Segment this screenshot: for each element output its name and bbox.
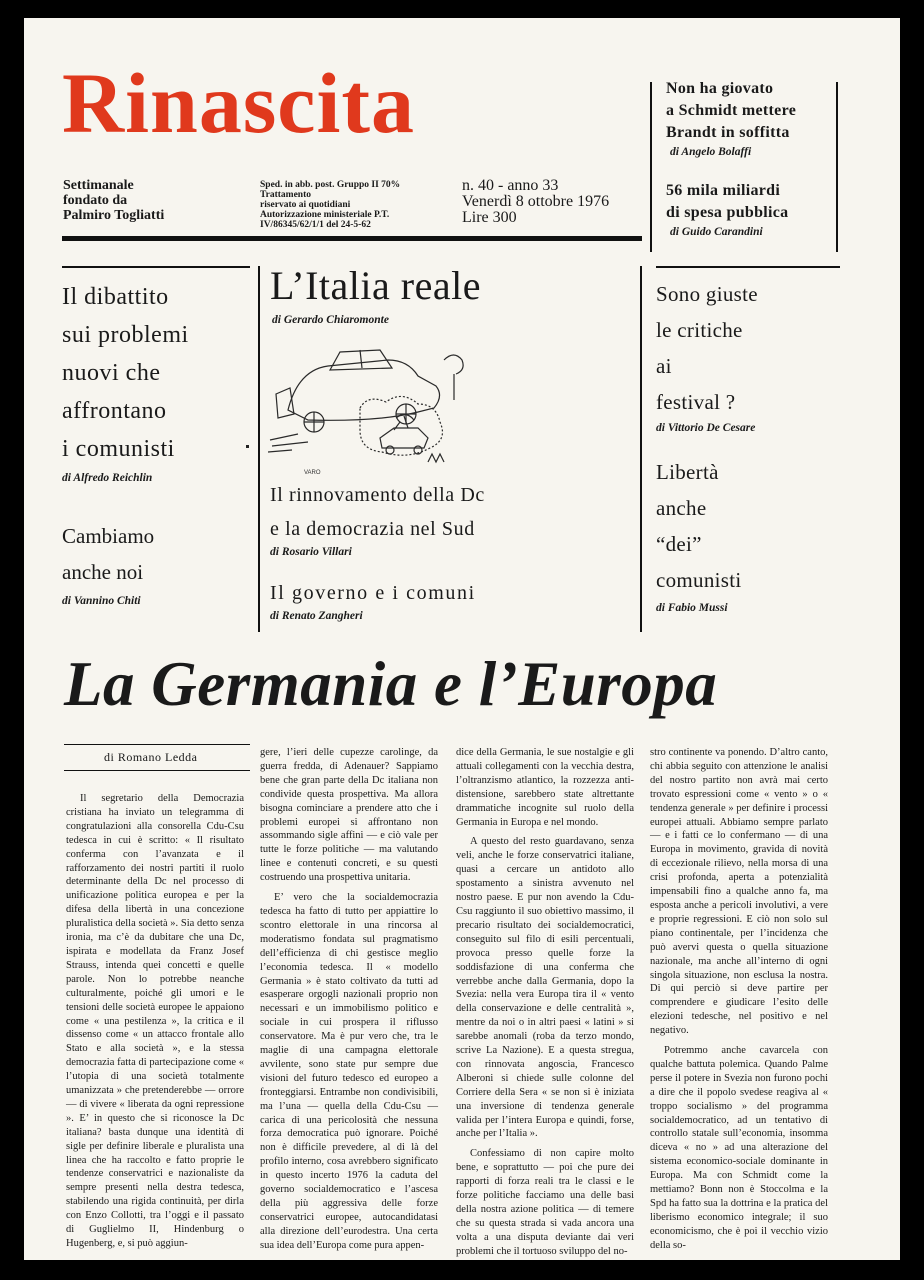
- tree: [444, 355, 463, 400]
- headline-line: nuovi che: [62, 360, 161, 386]
- article-rinnovamento[interactable]: [270, 478, 638, 558]
- article-author: di Vannino Chiti: [62, 595, 141, 607]
- right-top-rule: [656, 266, 840, 268]
- small-car: [380, 428, 428, 448]
- grass: [428, 454, 444, 462]
- article-liberta[interactable]: [656, 454, 842, 614]
- paragraph: Il segretario della Democrazia cristiana ha inviato un telegramma di congratulazioni alla consorella Cdu-Csu tedesca in cui è scritto: « Il risultato conferma con l’avanzata e il rafforzamento dei nostri partiti il ruolo determinante della Dc nel processo di unificazione politica europea e per la difesa della libertà in una concezione pluralistica della società ». Sia detto senza ironia, ma c’è da dubitare che una Dc, ispirata e modellata da Franz Josef Strauss, intenda quei concetti e quelle parole. Non lo potrebbe neanche culturalmente, poiché gli umori e le tensioni delle società europee le appaiono come « una pestilenza », la critica e il dissenso come « un attacco frontale allo Stato e alla società », e la stessa democrazia fatta di partecipazione come « l’utopia di una società totalmente umanizzata » che pretenderebbe — orrore — di vivere « liberata da ogni repressione ». E’ in questo che si riconosce la Dc italiana? basta dunque una identità di sigle per definire liberale e pluralista una linea che ha raccolto e fatto proprie le tendenze conservatrici e nazionaliste da sempre presenti nella destra tedesca, stabilendo una rigida continuità, per dirla con Enzo Collotti, tra l’oggi e il passato di Guglielmo II, Hindenburg o Hugenberg, e, si può aggiun-: [66, 793, 244, 1249]
- article-author: di Vittorio De Cesare: [656, 422, 756, 434]
- lead-column-2: [260, 746, 438, 1259]
- byline-rule-top: [64, 744, 250, 745]
- article-author: di Fabio Mussi: [656, 602, 728, 614]
- postal-info: [260, 180, 400, 230]
- left-top-rule: [62, 266, 250, 268]
- article-author: di Rosario Villari: [270, 546, 352, 558]
- headline-line: Il governo e i comuni: [270, 582, 476, 604]
- teaser-line: a Schmidt mettere: [666, 102, 797, 119]
- paragraph: stro continente va ponendo. D’altro canto, chi abbia seguito con attenzione le analisi del nostro partito non avrà mai certo trovato espressioni come « vento » o « tendenza generale » per definire i processi europei attuali. Abbiamo sempre parlato — e i fatti ce lo confermano — di una Europa in movimento, gravida di novità di eccezionale rilievo, nella morsa di una crisi profonda, aperta a potenzialità impensabili fino a qualche anno fa, ma esposta anche a pericoli involutivi, a vere e proprie regressioni. E ciò non solo sul piano continentale, per l’incidenza che può avervi questa o quella situazione nazionale, ma anche all’interno di ogni singola situazione, non esclusa la nostra. Di qui perciò si deve partire per comprendere e giudicare l’esito delle elezioni tedesche, nel positivo e nel negativo.: [650, 747, 828, 1037]
- article-festival[interactable]: [656, 276, 842, 434]
- postal-line: Trattamento: [260, 190, 312, 200]
- article-author: di Renato Zangheri: [270, 610, 363, 622]
- left-center-divider: [258, 266, 260, 632]
- lead-column-1: [66, 792, 244, 1257]
- teaser-author: di Angelo Bolaffi: [670, 146, 752, 158]
- cartoon-illustration: [268, 330, 468, 478]
- headline-line: ai: [656, 354, 672, 378]
- cartoon-signature: VARO: [304, 470, 321, 476]
- lead-byline: di Romano Ledda: [104, 750, 198, 764]
- headline-line: festival ?: [656, 390, 736, 414]
- paragraph: gere, l’ieri delle cupezze carolinge, da guerra fredda, di Adenauer? Sappiamo bene che gran parte della Dc italiana non condivide questa prospettiva. Ma allora bisogna cominciare a prendere atto che i problemi europei si affrontano non assommando sigle affini — e ciò vale per tutte le forze politiche — ma valutando linee e contenuti concreti, e su questi costruendo una prospettiva unitaria.: [260, 747, 438, 884]
- headline-line: Libertà: [656, 460, 719, 484]
- issue-date: Venerdì 8 ottobre 1976: [462, 193, 610, 210]
- paragraph: A questo del resto guardavano, senza veli, anche le forze conservatrici italiane, quasi a cercare un antidoto allo spostamento a sinistra avvenuto nel nostro paese. E pur non avendo la Cdu-Csu raggiunto il suo obiettivo massimo, il precario risultato dei socialdemocratici, conseguito sul filo di esili percentuali, provoca presso quelle forze la soddisfazione di una conferma che verrebbe anche dalla Germania, dopo la Svezia: nella vera Europa tira il « vento della conservazione e delle centralità », mentre da noi o in altri paesi « latini » si sarebbe anomali (roba da terzo mondo, scrive La Nazione). E a questa stregua, con rinnovata angoscia, Francesco Alberoni si chiede sulle colonne del Corriere della Sera « se non si è iniziata una inversione di tendenza generale valida per l’intera Europa e quindi, forse, anche per l’Italia ».: [456, 836, 634, 1140]
- main-author: di Gerardo Chiaromonte: [272, 314, 389, 326]
- article-governo[interactable]: [270, 576, 638, 622]
- teaser-line: Brandt in soffitta: [666, 124, 790, 141]
- masthead-tagline: [63, 178, 164, 223]
- headline-line: e la democrazia nel Sud: [270, 518, 475, 540]
- headline-line: Il rinnovamento della Dc: [270, 484, 485, 506]
- headline-line: le critiche: [656, 318, 743, 342]
- paragraph: dice della Germania, le sue nostalgie e gli attuali collegamenti con la vecchia destra, l’oltranzismo atlantico, la rozzezza anti-distensione, sarebbero state altrettante drammatiche incognite sul ruolo della Germania in Europa e nel mondo.: [456, 747, 634, 828]
- tagline-line: Palmiro Togliatti: [63, 208, 165, 223]
- tagline-line: Settimanale: [63, 178, 134, 193]
- car-grille: [276, 388, 294, 418]
- postal-line: Sped. in abb. post. Gruppo II 70%: [260, 180, 401, 190]
- masthead-title: Rinascita: [62, 55, 415, 151]
- teaser-author: di Guido Carandini: [670, 226, 763, 238]
- lead-headline[interactable]: La Germania e l’Europa: [64, 649, 718, 719]
- decorative-dot: [246, 445, 249, 448]
- teaser-schmidt[interactable]: [666, 78, 836, 158]
- center-right-divider: [640, 266, 642, 632]
- page: [24, 18, 900, 1260]
- headline-line: comunisti: [656, 568, 742, 592]
- main-headline[interactable]: L’Italia reale: [270, 263, 481, 308]
- postal-line: IV/86345/62/1/1 del 24-5-62: [260, 220, 371, 230]
- postal-line: Autorizzazione ministeriale P.T.: [260, 210, 390, 220]
- headline-line: Il dibattito: [62, 284, 169, 310]
- top-right-divider: [650, 82, 652, 252]
- headline-line: sui problemi: [62, 322, 189, 348]
- ground-hatch: [268, 434, 308, 452]
- headline-line: Cambiamo: [62, 524, 155, 548]
- issue-info: [462, 178, 609, 226]
- teaser-spesa[interactable]: [666, 180, 836, 238]
- paragraph: E’ vero che la socialdemocrazia tedesca ha fatto di tutto per appiattire lo scontro elettorale in una rincorsa al moderatismo fondata sul pragmatismo dell’efficienza di chi gestisce meglio l’economia tedesca. Il « modello Germania » è stato coltivato da tutti ad esasperare orgogli nazionali proprio non necessari e un immobilismo politico e sociale in cui prospera il riflusso conservatore. Ma è pur vero che, tra le maglie di una campagna elettorale avvilente, sono state pur sempre due visioni del futuro tedesco ed europeo a fronteggiarsi. Entrambe non condivisibili, ma l’una — quella della Cdu-Csu — carica di una pericolosità che nessuna forza democratica può ignorare. Poiché non è difficile prevedere, al di là del profilo interno, cosa avrebbero significato in questo incerto 1976 la caduta del governo socialdemocratico e l’ascesa della più aggressiva delle forze conservatrici europee, autocandidatasi alla direzione dell’eurodestra. Una certa sua idea dell’Europa come pura appen-: [260, 892, 438, 1251]
- headline-line: anche noi: [62, 560, 144, 584]
- article-cambiamo[interactable]: [62, 521, 252, 607]
- top-right-divider-right: [836, 82, 838, 252]
- headline-line: “dei”: [656, 532, 702, 556]
- headline-line: Sono giuste: [656, 282, 758, 306]
- masthead-rule: [62, 236, 642, 241]
- headline-line: i comunisti: [62, 436, 175, 462]
- tagline-line: fondato da: [63, 193, 128, 208]
- postal-line: riservato ai quotidiani: [260, 200, 351, 210]
- headline-line: anche: [656, 496, 707, 520]
- article-dibattito[interactable]: [62, 278, 252, 484]
- teaser-line: di spesa pubblica: [666, 204, 789, 221]
- teaser-line: 56 mila miliardi: [666, 182, 781, 199]
- headline-line: affrontano: [62, 398, 167, 424]
- lead-column-3: [456, 746, 634, 1260]
- paragraph: Potremmo anche cavarcela con qualche battuta polemica. Quando Palme perse il potere in Svezia non furono pochi a dire che il popolo svedese reagiva al « troppo socialismo » del programma socialdemocratico, ad un tentativo di controllo statale sull’economia, insomma diceva « no » ad una alterazione del sistema economico-sociale dominante in Europa. Ma con Schmidt come la mettiamo? Bonn non è Stoccolma e la Spd ha fatto sua la dottrina e la pratica del liberismo economico integrale; il suo economicismo, che è poi il vecchio vizio della so-: [650, 1045, 828, 1251]
- teaser-line: Non ha giovato: [666, 80, 774, 97]
- byline-rule-bottom: [64, 770, 250, 771]
- lead-column-4: [650, 746, 828, 1259]
- article-author: di Alfredo Reichlin: [62, 472, 153, 484]
- paragraph: Confessiamo di non capire molto bene, e soprattutto — poi che pure dei rapporti di forza reali tra le classi e le forze politiche facciamo una delle basi della nostra azione politica — di temere che su questa strada si vada ancora una volta a una disputa deviante dai veri problemi che il tortuoso sviluppo del no-: [456, 1148, 634, 1257]
- issue-price: Lire 300: [462, 209, 517, 226]
- issue-number: n. 40 - anno 33: [462, 177, 559, 194]
